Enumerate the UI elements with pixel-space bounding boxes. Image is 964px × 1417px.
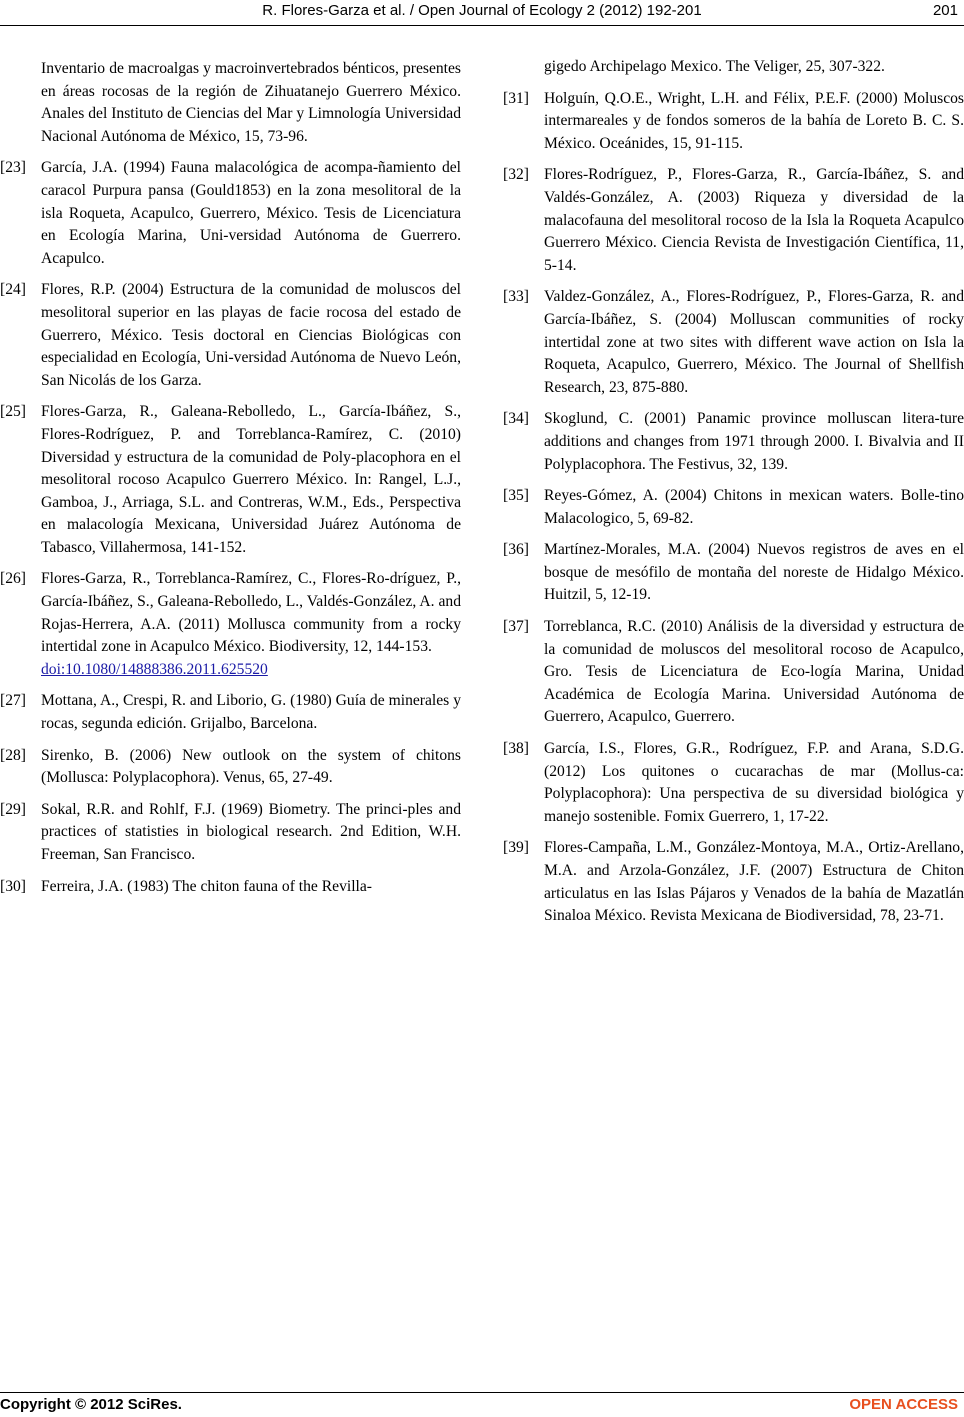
reference-text: Sirenko, B. (2006) New outlook on the system of chitons (Mollusca: Polyplacophora). Venus, 65, 27-49. bbox=[41, 746, 461, 787]
reference-number: [38] bbox=[503, 740, 529, 758]
reference-number: [35] bbox=[503, 487, 529, 505]
reference-36 bbox=[503, 539, 964, 607]
reference-24 bbox=[0, 279, 461, 392]
reference-number: [37] bbox=[503, 618, 529, 636]
reference-text: Holguín, Q.O.E., Wright, L.H. and Félix, P.E.F. (2000) Moluscos intermareales y de fondos someros de la bahía de Loreto B. C. S. México. Oceánides, 15, 91-115. bbox=[544, 89, 964, 152]
reference-number: [39] bbox=[503, 839, 529, 857]
reference-number: [34] bbox=[503, 410, 529, 428]
reference-number: [31] bbox=[503, 89, 529, 107]
reference-27 bbox=[0, 690, 461, 735]
reference-number: [30] bbox=[0, 877, 26, 895]
reference-number: [33] bbox=[503, 288, 529, 306]
reference-text: García, I.S., Flores, G.R., Rodríguez, F.P. and Arana, S.D.G. (2012) Los quitones o cucarachas de mar (Mollus-ca: Polyplacophora): Una perspectiva de su diversidad biológica y manejo sostenible. Fomix Guerrero, 1, 17-22. bbox=[544, 740, 964, 825]
reference-text: Ferreira, J.A. (1983) The chiton fauna of the Revilla- bbox=[41, 877, 372, 895]
reference-number: [23] bbox=[0, 159, 26, 177]
reference-31 bbox=[503, 88, 964, 156]
reference-number: [36] bbox=[503, 541, 529, 559]
reference-number: [26] bbox=[0, 570, 26, 588]
running-header bbox=[0, 2, 964, 24]
reference-30 bbox=[0, 876, 461, 899]
reference-text: gigedo Archipelago Mexico. The Veliger, 25, 307-322. bbox=[544, 58, 885, 75]
reference-23 bbox=[0, 157, 461, 270]
reference-text: Flores-Garza, R., Galeana-Rebolledo, L., García-Ibáñez, S., Flores-Rodríguez, P. and Torreblanca-Ramírez, C. (2010) Diversidad y estructura de la comunidad de Poly-placophora en el mesolitoral rocoso Acapulco Guerrero México. In: Rangel, L.J., Gamboa, J., Arriaga, S.L. and Contreras, W.M., Eds., Perspectiva en malacología Mexicana, Universidad Juárez Autónoma de Tabasco, Villahermosa, 141-152. bbox=[41, 403, 461, 556]
right-column bbox=[503, 56, 964, 937]
doi-link[interactable]: doi:10.1080/14888386.2011.625520 bbox=[41, 660, 268, 678]
reference-text: Flores-Garza, R., Torreblanca-Ramírez, C., Flores-Ro-dríguez, P., García-Ibáñez, S., Galeana-Rebolledo, L., Valdés-González, A. and Rojas-Herrera, A.A. (2011) Mollusca community from a rocky intertidal zone in Acapulco México. Biodiversity, 12, 144-153. bbox=[41, 570, 461, 656]
reference-34 bbox=[503, 408, 964, 476]
reference-text: Inventario de macroalgas y macroinvertebrados bénticos, presentes en áreas rocosas de la región de Zihuatanejo Guerrero México. Anales del Instituto de Ciencias del Mar y Limnología Universidad Nacional Autónoma de México, 15, 73-96. bbox=[41, 60, 461, 145]
reference-text: Skoglund, C. (2001) Panamic province molluscan litera-ture additions and changes from 1971 through 2000. I. Bivalvia and II Polyplacophora. The Festivus, 32, 139. bbox=[544, 410, 964, 473]
reference-number: [24] bbox=[0, 281, 26, 299]
reference-text: Mottana, A., Crespi, R. and Liborio, G. (1980) Guía de minerales y rocas, segunda edición. Grijalbo, Barcelona. bbox=[41, 692, 461, 733]
copyright-notice: Copyright © 2012 SciRes. bbox=[0, 1396, 182, 1413]
reference-continuation bbox=[503, 56, 964, 79]
reference-number: [29] bbox=[0, 800, 26, 818]
reference-number: [32] bbox=[503, 166, 529, 184]
reference-26 bbox=[0, 568, 461, 681]
reference-continuation bbox=[0, 58, 461, 148]
reference-37 bbox=[503, 616, 964, 729]
reference-number: [28] bbox=[0, 746, 26, 764]
reference-text: Sokal, R.R. and Rohlf, F.J. (1969) Biometry. The princi-ples and practices of statisties in biological research. 2nd Edition, W.H. Freeman, San Francisco. bbox=[41, 800, 461, 863]
reference-text: Flores-Rodríguez, P., Flores-Garza, R., García-Ibáñez, S. and Valdés-González, A. (2003) Riqueza y diversidad de la malacofauna del mesolitoral rocoso de la Isla la Roqueta Acapulco Guerrero México. Ciencia Revista de Investigación Científica, 11, 5-14. bbox=[544, 166, 964, 274]
page-footer bbox=[0, 1396, 964, 1416]
page-number: 201 bbox=[932, 2, 958, 19]
reference-number: [27] bbox=[0, 692, 26, 710]
footer-rule bbox=[0, 1392, 964, 1393]
reference-25 bbox=[0, 401, 461, 559]
reference-text: Martínez-Morales, M.A. (2004) Nuevos registros de aves en el bosque de mesófilo de montaña del noreste de Hidalgo México. Huitzil, 5, 12-19. bbox=[544, 541, 964, 604]
reference-38 bbox=[503, 738, 964, 828]
reference-35 bbox=[503, 485, 964, 530]
running-title: R. Flores-Garza et al. / Open Journal of Ecology 2 (2012) 192-201 bbox=[262, 2, 702, 19]
header-rule bbox=[0, 25, 964, 26]
open-access-label: OPEN ACCESS bbox=[849, 1396, 958, 1413]
reference-33 bbox=[503, 286, 964, 399]
reference-39 bbox=[503, 837, 964, 927]
reference-28 bbox=[0, 745, 461, 790]
reference-text: Flores-Campaña, L.M., González-Montoya, M.A., Ortiz-Arellano, M.A. and Arzola-González, J.F. (2007) Estructura de Chiton articulatus en las Islas Pájaros y Venados de la bahía de Mazatlán Sinaloa México. Revista Mexicana de Biodiversidad, 78, 23-71. bbox=[544, 839, 964, 925]
reference-text: Valdez-González, A., Flores-Rodríguez, P., Flores-Garza, R. and García-Ibáñez, S. (2004) Molluscan communities of rocky intertidal zone at two sites with different wave action on Isla la Roqueta, Acapulco, Guerrero, México. The Journal of Shellfish Research, 23, 875-880. bbox=[544, 288, 964, 396]
reference-text: García, J.A. (1994) Fauna malacológica de acompa-ñamiento del caracol Purpura pansa (Gould1853) en la zona mesolitoral de la isla Roqueta, Acapulco, Guerrero, México. Tesis de Licenciatura en Ecología Marina, Uni-versidad Autónoma de Guerrero. Acapulco. bbox=[41, 159, 461, 267]
reference-text: Torreblanca, R.C. (2010) Análisis de la diversidad y estructura de la comunidad de moluscos del mesolitoral rocoso de Acapulco, Gro. Tesis de Licenciatura de Eco-logía Marina, Unidad Académica de Ecología Marina. Universidad Autónoma de Guerrero, Acapulco, Guerrero. bbox=[544, 618, 964, 726]
reference-text: Flores, R.P. (2004) Estructura de la comunidad de moluscos del mesolitoral superior en las playas de facie rocosa del estado de Guerrero, México. Tesis doctoral en Ciencias Biológicas con especialidad en Ecología, Uni-versidad Autónoma de Nuevo León, San Nicolás de los Garza. bbox=[41, 281, 461, 389]
reference-29 bbox=[0, 799, 461, 867]
reference-32 bbox=[503, 164, 964, 277]
left-column bbox=[0, 58, 461, 907]
reference-text: Reyes-Gómez, A. (2004) Chitons in mexican waters. Bolle-tino Malacologico, 5, 69-82. bbox=[544, 487, 964, 527]
reference-number: [25] bbox=[0, 403, 26, 421]
